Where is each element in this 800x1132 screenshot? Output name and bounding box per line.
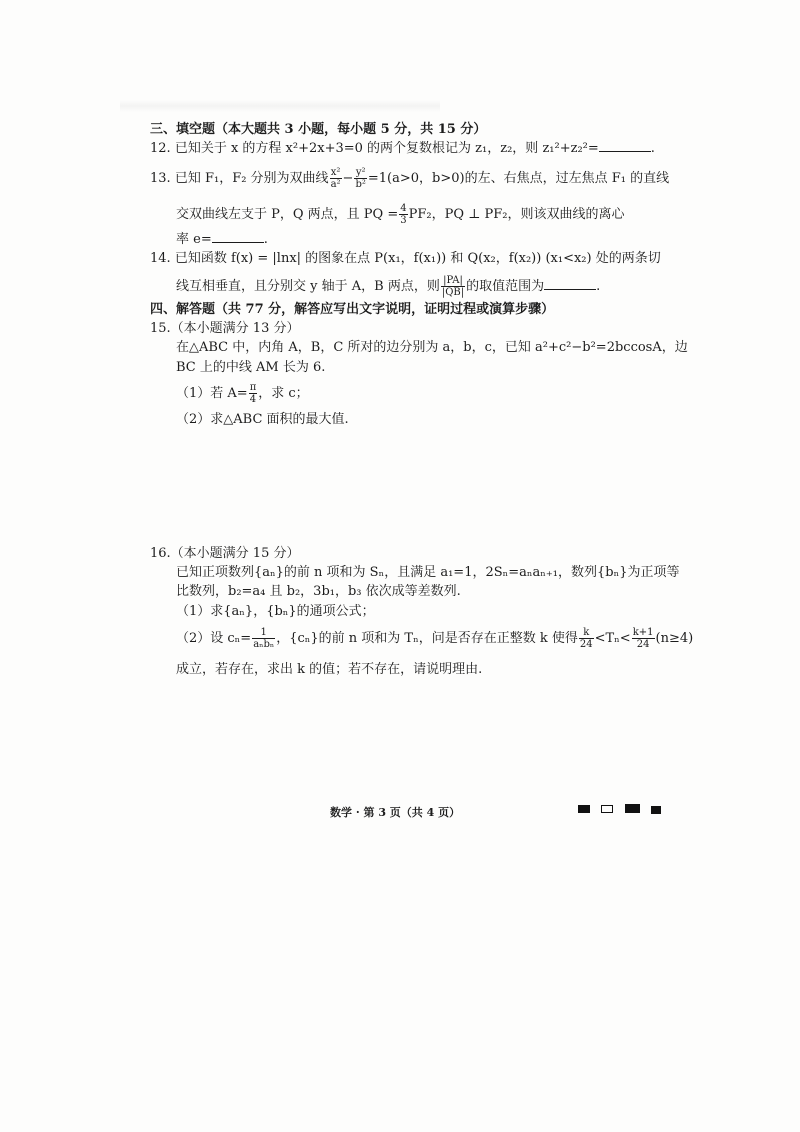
q13-answer-blank [212, 230, 264, 243]
q12-number: 12. [150, 141, 171, 156]
q15-part2: （2）求△ABC 面积的最大值. [176, 412, 349, 427]
q12-text: 已知关于 x 的方程 x²+2x+3=0 的两个复数根记为 z₁，z₂，则 z₁²+z₂²= [174, 141, 599, 156]
question-13-line2 [176, 203, 624, 226]
q13-fraction-four-thirds: $\frac{4}{3}$ [400, 203, 407, 226]
q15-part1 [176, 382, 309, 405]
page-footer: 数学 · 第 3 页（共 4 页） [330, 806, 461, 819]
q16-part2-a: （2）设 cₙ= [176, 631, 252, 646]
q14-line2-b: 的取值范围为 [466, 279, 545, 294]
q16-part2-d: (n≥4) [655, 631, 694, 646]
q13-text-b: =1(a>0，b>0)的左、右焦点，过左焦点 F₁ 的直线 [367, 171, 670, 186]
q15-header: 15.（本小题满分 13 分） [150, 321, 300, 336]
q16-last-line: 成立，若存在，求出 k 的值；若不存在，请说明理由. [176, 662, 483, 677]
q16-fraction-k1-24: $\frac{k+1}{24}$ [632, 627, 654, 650]
q15-fraction-pi-4: $\frac{\pi}{4}$ [249, 382, 257, 405]
q14-fraction-pa-qb: $\frac{|PA|}{|QB|}$ [441, 275, 465, 298]
q13-line2-b: PF₂，PQ ⊥ PF₂，则该双曲线的离心 [408, 207, 625, 222]
registration-mark-1 [578, 805, 590, 813]
q15-line1: 在△ABC 中，内角 A，B，C 所对的边分别为 a，b，c，已知 a²+c²−b²=2bccosA，边 [176, 340, 688, 355]
question-12 [150, 139, 655, 159]
q13-text-a: 已知 F₁，F₂ 分别为双曲线 [174, 171, 329, 186]
q15-part1-a: （1）若 A= [176, 386, 248, 401]
question-13-line1 [150, 167, 669, 190]
q13-fraction-x: $\frac{\text{x²}}{\text{a²}}$ [330, 167, 341, 190]
q13-fraction-y: $\frac{\text{y²}}{\text{b²}}$ [355, 167, 366, 190]
q16-part2-b: ，{cₙ}的前 n 项和为 Tₙ，问是否存在正整数 k 使得 [276, 631, 578, 646]
q14-end: . [596, 279, 601, 294]
q16-fraction-cn: $\frac{1}{\text{aₙbₙ}}$ [253, 627, 275, 650]
q13-number: 13. [150, 171, 171, 186]
q16-part2 [176, 627, 693, 650]
scan-shadow [120, 100, 440, 112]
q16-part1: （1）求{aₙ}，{bₙ}的通项公式； [176, 604, 375, 619]
q13-line3: 率 e= [176, 232, 212, 247]
registration-mark-4 [651, 806, 661, 814]
q16-fraction-k-24: $\frac{k}{24}$ [579, 627, 593, 650]
question-13-line3 [176, 230, 268, 250]
q14-line1: 已知函数 f(x) = |lnx| 的图象在点 P(x₁，f(x₁)) 和 Q(x₂，f(x₂)) (x₁<x₂) 处的两条切 [174, 251, 661, 266]
q15-line2: BC 上的中线 AM 长为 6. [176, 360, 326, 375]
q16-line1: 已知正项数列{aₙ}的前 n 项和为 Sₙ，且满足 a₁=1，2Sₙ=aₙaₙ₊₁，数列{bₙ}为正项等 [176, 565, 680, 580]
q12-end: . [650, 141, 655, 156]
question-14-line1 [150, 249, 661, 269]
registration-mark-3 [625, 804, 640, 813]
q14-line2-a: 线互相垂直，且分别交 y 轴于 A，B 两点，则 [176, 279, 440, 294]
section3-heading: 三、填空题（本大题共 3 小题，每小题 5 分，共 15 分） [150, 122, 487, 137]
q13-line2-a: 交双曲线左支于 P，Q 两点，且 PQ = [176, 207, 399, 222]
q15-part1-b: ，求 c； [258, 386, 309, 401]
q12-answer-blank [599, 139, 651, 152]
q16-line2: 比数列，b₂=a₄ 且 b₂，3b₁，b₃ 依次成等差数列. [176, 584, 461, 599]
q13-end: . [263, 232, 268, 247]
question-14-line2 [176, 275, 600, 298]
q16-part2-c: <Tₙ< [594, 631, 631, 646]
registration-mark-2 [601, 805, 613, 813]
q13-minus: − [342, 171, 354, 186]
q16-header: 16.（本小题满分 15 分） [150, 546, 300, 561]
q14-number: 14. [150, 251, 171, 266]
q14-answer-blank [544, 277, 596, 290]
section4-heading: 四、解答题（共 77 分，解答应写出文字说明，证明过程或演算步骤） [150, 302, 555, 317]
